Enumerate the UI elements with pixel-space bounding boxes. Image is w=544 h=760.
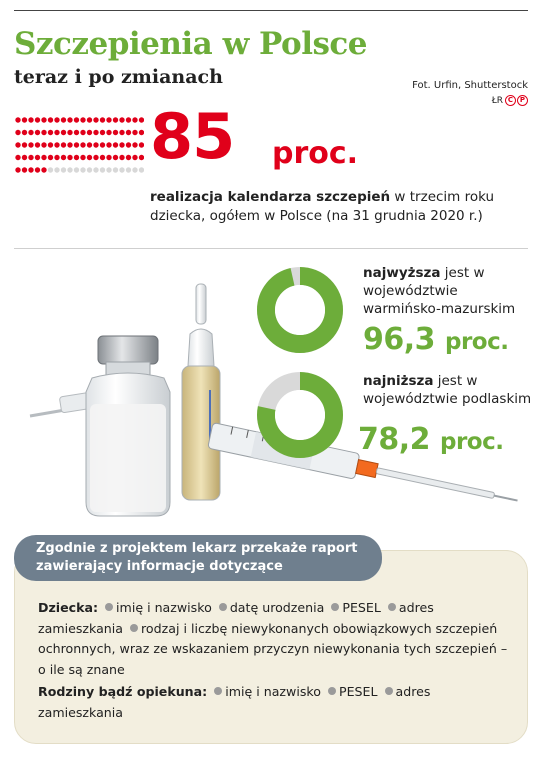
child-item: rodzaj i liczbę niewykonanych obowiązkowych szczepień ochronnych, wraz ze wskazaniem przyczyn niewykonania tych szczepień – o ile są znane <box>38 620 508 677</box>
dot-filled <box>113 142 118 147</box>
headline-value: 85 <box>150 100 235 173</box>
dot-empty <box>113 167 118 172</box>
dot-filled <box>119 117 124 122</box>
dot-filled <box>87 142 92 147</box>
section-divider <box>14 248 528 249</box>
dot-filled <box>126 142 131 147</box>
lowest-value-unit: proc. <box>439 429 504 455</box>
dot-filled <box>132 155 137 160</box>
dot-filled <box>41 167 46 172</box>
child-item: imię i nazwisko <box>116 600 212 615</box>
dot-filled <box>22 130 27 135</box>
dot-filled <box>87 117 92 122</box>
dot-filled <box>48 117 53 122</box>
dot-empty <box>48 167 53 172</box>
dot-filled <box>119 130 124 135</box>
dot-filled <box>28 117 33 122</box>
brand-logo-letter-p: P <box>517 95 528 106</box>
bullet-icon <box>130 624 138 632</box>
dot-filled <box>74 117 79 122</box>
child-item: PESEL <box>342 600 381 615</box>
dot-filled <box>15 130 20 135</box>
dot-filled <box>35 142 40 147</box>
bullet-icon <box>214 687 222 695</box>
dot-filled <box>35 155 40 160</box>
dot-filled <box>28 167 33 172</box>
dot-filled <box>15 155 20 160</box>
dot-filled <box>74 142 79 147</box>
headline-unit: proc. <box>272 136 359 171</box>
brand-logo-icon <box>505 95 528 106</box>
dot-filled <box>100 117 105 122</box>
child-paragraph <box>38 598 516 680</box>
dot-filled <box>35 130 40 135</box>
dot-empty <box>87 167 92 172</box>
dot-filled <box>28 130 33 135</box>
dot-filled <box>15 142 20 147</box>
dot-filled <box>113 155 118 160</box>
child-item: datę urodzenia <box>229 600 325 615</box>
brand-logo-letter-c: C <box>505 95 516 106</box>
dot-filled <box>22 117 27 122</box>
bullet-icon <box>385 687 393 695</box>
family-paragraph <box>38 682 516 723</box>
dot-filled <box>15 117 20 122</box>
dot-filled <box>100 142 105 147</box>
lowest-label-bold: najniższa <box>363 373 434 389</box>
dot-filled <box>139 117 144 122</box>
dot-filled <box>54 155 59 160</box>
info-box-content <box>38 598 516 725</box>
bullet-icon <box>388 603 396 611</box>
dot-filled <box>132 130 137 135</box>
child-item: adres zamieszkania <box>38 600 434 636</box>
percent-dot-grid <box>14 116 144 182</box>
dot-filled <box>100 155 105 160</box>
highest-label-bold: najwyższa <box>363 265 441 281</box>
donut-highest-hole <box>275 285 325 335</box>
dot-filled <box>35 167 40 172</box>
page-subtitle: teraz i po zmianach <box>14 66 223 88</box>
lowest-value-number: 78,2 <box>358 422 431 457</box>
dot-filled <box>41 142 46 147</box>
dot-filled <box>61 117 66 122</box>
dot-empty <box>74 167 79 172</box>
dot-filled <box>61 142 66 147</box>
dot-filled <box>126 117 131 122</box>
dot-filled <box>106 130 111 135</box>
dot-empty <box>67 167 72 172</box>
ampoule-icon <box>182 284 220 500</box>
highest-value <box>363 322 508 357</box>
dot-filled <box>67 117 72 122</box>
dot-filled <box>80 117 85 122</box>
dot-filled <box>54 130 59 135</box>
family-item: PESEL <box>338 684 378 699</box>
page-title: Szczepienia w Polsce <box>14 26 368 62</box>
dot-empty <box>100 167 105 172</box>
family-item: imię i nazwisko <box>225 684 321 699</box>
dot-empty <box>139 167 144 172</box>
dot-filled <box>132 142 137 147</box>
dot-filled <box>41 130 46 135</box>
headline-description-rest: w trzecim roku dziecka, ogółem w Polsce (na 31 grudnia 2020 r.) <box>150 189 495 224</box>
dot-filled <box>54 142 59 147</box>
dot-filled <box>80 142 85 147</box>
brand-mark <box>492 95 528 106</box>
highest-value-unit: proc. <box>444 329 509 355</box>
bullet-icon <box>105 603 113 611</box>
bullet-icon <box>328 687 336 695</box>
highest-label-rest: jest w województwie warmińsko-mazurskim <box>363 265 516 317</box>
donut-lowest-hole <box>275 390 325 440</box>
dot-empty <box>80 167 85 172</box>
dot-empty <box>93 167 98 172</box>
dot-empty <box>126 167 131 172</box>
dot-filled <box>119 142 124 147</box>
headline-description-bold: realizacja kalendarza szczepień <box>150 189 391 205</box>
dot-filled <box>80 155 85 160</box>
dot-filled <box>28 155 33 160</box>
family-item: adres zamieszkania <box>38 684 431 720</box>
brand-initials: ŁR <box>491 95 503 106</box>
dot-filled <box>22 155 27 160</box>
dot-filled <box>80 130 85 135</box>
dot-filled <box>139 155 144 160</box>
bullet-icon <box>219 603 227 611</box>
donut-chart-lowest <box>255 370 345 460</box>
dot-filled <box>61 155 66 160</box>
dot-filled <box>87 155 92 160</box>
lowest-label-rest: jest w województwie podlaskim <box>363 373 532 407</box>
dot-filled <box>113 130 118 135</box>
lowest-value <box>358 422 503 457</box>
highest-value-number: 96,3 <box>363 322 436 357</box>
dot-empty <box>61 167 66 172</box>
dot-filled <box>119 155 124 160</box>
dot-filled <box>61 130 66 135</box>
info-box-header: Zgodnie z projektem lekarz przekaże raport zawierający informacje dotyczące <box>14 535 382 581</box>
dot-filled <box>93 130 98 135</box>
family-label: Rodziny bądź opiekuna: <box>38 684 208 699</box>
photo-credit: Fot. Urfin, Shutterstock <box>412 80 528 91</box>
dot-filled <box>15 167 20 172</box>
lowest-label <box>363 372 533 408</box>
dot-filled <box>93 142 98 147</box>
dot-filled <box>132 117 137 122</box>
dot-filled <box>87 130 92 135</box>
dot-filled <box>74 130 79 135</box>
dot-filled <box>22 142 27 147</box>
dot-filled <box>67 142 72 147</box>
dot-filled <box>126 155 131 160</box>
bullet-icon <box>331 603 339 611</box>
dot-filled <box>35 117 40 122</box>
dot-filled <box>93 155 98 160</box>
dot-filled <box>67 155 72 160</box>
highest-label <box>363 264 533 318</box>
child-label: Dziecka: <box>38 600 99 615</box>
dot-filled <box>54 117 59 122</box>
dot-empty <box>54 167 59 172</box>
dot-filled <box>41 155 46 160</box>
dot-filled <box>113 117 118 122</box>
vial-icon <box>86 336 170 516</box>
dot-filled <box>100 130 105 135</box>
dot-filled <box>106 155 111 160</box>
dot-filled <box>74 155 79 160</box>
dot-filled <box>126 130 131 135</box>
dot-empty <box>132 167 137 172</box>
headline-description <box>150 188 530 226</box>
dot-filled <box>48 155 53 160</box>
dot-filled <box>67 130 72 135</box>
dot-filled <box>139 130 144 135</box>
dot-filled <box>22 167 27 172</box>
dot-filled <box>28 142 33 147</box>
dot-filled <box>106 117 111 122</box>
dot-filled <box>48 142 53 147</box>
dot-filled <box>41 117 46 122</box>
dot-empty <box>106 167 111 172</box>
dot-empty <box>119 167 124 172</box>
dot-filled <box>48 130 53 135</box>
dot-filled <box>106 142 111 147</box>
dot-filled <box>139 142 144 147</box>
donut-chart-highest <box>255 265 345 355</box>
dot-filled <box>93 117 98 122</box>
top-rule <box>14 10 528 11</box>
